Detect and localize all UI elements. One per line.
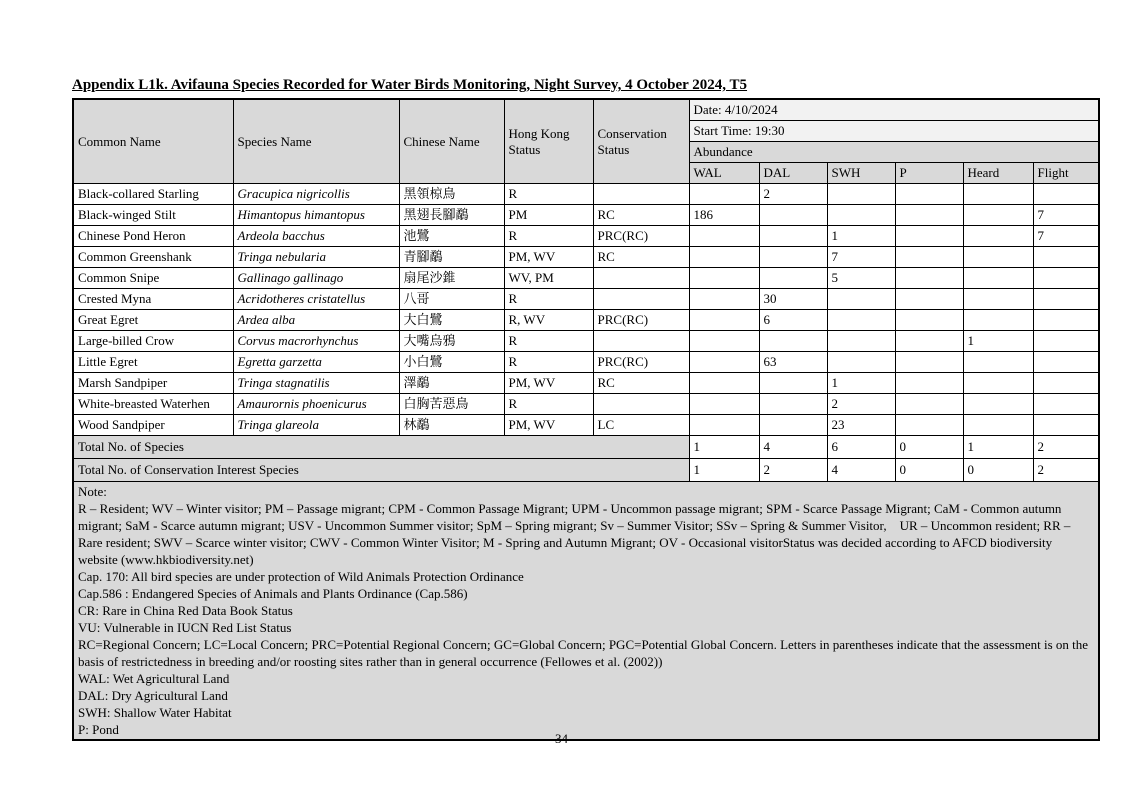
common-name-cell: Common Snipe <box>73 268 233 289</box>
conservation-status-cell: RC <box>593 205 689 226</box>
chinese-name-cell: 白胸苦惡鳥 <box>399 394 504 415</box>
abundance-cell-p <box>895 268 963 289</box>
chinese-name-cell: 大嘴烏鴉 <box>399 331 504 352</box>
abundance-cell-dal <box>759 205 827 226</box>
hk-status-cell: R <box>504 226 593 247</box>
conservation-status-cell: RC <box>593 373 689 394</box>
total-species-label: Total No. of Species <box>73 436 689 459</box>
abundance-cell-p <box>895 352 963 373</box>
abundance-cell-p <box>895 226 963 247</box>
note-line: WAL: Wet Agricultural Land <box>78 671 230 686</box>
abundance-cell-wal: 186 <box>689 205 759 226</box>
abundance-cell-swh <box>827 289 895 310</box>
note-line: SWH: Shallow Water Habitat <box>78 705 232 720</box>
abundance-cell-swh: 7 <box>827 247 895 268</box>
species-name-cell: Acridotheres cristatellus <box>233 289 399 310</box>
species-row <box>73 247 1099 268</box>
abundance-cell-flight <box>1033 331 1099 352</box>
species-name-cell: Amaurornis phoenicurus <box>233 394 399 415</box>
total-species-row <box>73 436 1099 459</box>
common-name-cell: Crested Myna <box>73 289 233 310</box>
abundance-cell-p <box>895 289 963 310</box>
note-line: DAL: Dry Agricultural Land <box>78 688 228 703</box>
species-row <box>73 373 1099 394</box>
species-name-cell: Ardeola bacchus <box>233 226 399 247</box>
abundance-cell-dal: 30 <box>759 289 827 310</box>
abundance-cell-heard <box>963 394 1033 415</box>
abundance-cell-heard <box>963 310 1033 331</box>
species-row <box>73 289 1099 310</box>
hk-status-cell: WV, PM <box>504 268 593 289</box>
conservation-status-cell <box>593 394 689 415</box>
chinese-name-cell: 黑翅長腳鷸 <box>399 205 504 226</box>
total-conservation-flight: 2 <box>1033 459 1099 482</box>
abundance-cell-heard <box>963 268 1033 289</box>
species-name-cell: Egretta garzetta <box>233 352 399 373</box>
abundance-cell-flight <box>1033 394 1099 415</box>
common-name-cell: Black-collared Starling <box>73 184 233 205</box>
page-number: 34 <box>555 731 568 746</box>
abundance-cell-wal <box>689 289 759 310</box>
chinese-name-cell: 扇尾沙錐 <box>399 268 504 289</box>
common-name-cell: Wood Sandpiper <box>73 415 233 436</box>
abundance-cell-heard <box>963 415 1033 436</box>
species-row <box>73 352 1099 373</box>
species-row <box>73 184 1099 205</box>
abundance-cell-flight <box>1033 415 1099 436</box>
abundance-cell-wal <box>689 310 759 331</box>
hk-status-cell: PM, WV <box>504 415 593 436</box>
abundance-cell-heard <box>963 184 1033 205</box>
common-name-cell: Black-winged Stilt <box>73 205 233 226</box>
abundance-cell-wal <box>689 394 759 415</box>
note-line: P: Pond <box>78 722 119 737</box>
total-species-p: 0 <box>895 436 963 459</box>
species-row <box>73 310 1099 331</box>
abundance-cell-wal <box>689 268 759 289</box>
abundance-cell-flight <box>1033 184 1099 205</box>
abundance-cell-heard <box>963 247 1033 268</box>
abundance-cell-heard <box>963 373 1033 394</box>
abundance-cell-swh <box>827 205 895 226</box>
abundance-cell-swh: 23 <box>827 415 895 436</box>
total-conservation-row <box>73 459 1099 482</box>
abundance-cell-wal <box>689 184 759 205</box>
species-row <box>73 226 1099 247</box>
abundance-cell-wal <box>689 352 759 373</box>
table-header-section <box>73 99 1099 184</box>
chinese-name-cell: 小白鷺 <box>399 352 504 373</box>
header-abundance: Abundance <box>689 142 1099 163</box>
conservation-status-cell <box>593 331 689 352</box>
abundance-cell-flight <box>1033 310 1099 331</box>
species-name-cell: Gallinago gallinago <box>233 268 399 289</box>
hk-status-cell: R, WV <box>504 310 593 331</box>
note-line: R – Resident; WV – Winter visitor; PM – Passage migrant; CPM - Common Passage Migrant; UPM - Uncommon passage migrant; SPM - Scarce Passage Migrant; CaM - Common autumn migrant; SaM - Scarce autumn migrant; USV - Uncommon Summer visitor; SpM – Spring migrant; Sv – Summer Visitor; SSv – Spring & Summer Visitor, UR – Uncommon resident; RR – Rare resident; SWV – Scarce winter visitor; CWV - Common Winter Visitor; M - Spring and Autumn Migrant; OV - Occasional visitorStatus was decided according to AFCD biodiversity website (www.hkbiodiversity.net) <box>78 501 1074 567</box>
note-line: CR: Rare in China Red Data Book Status <box>78 603 293 618</box>
chinese-name-cell: 林鷸 <box>399 415 504 436</box>
total-species-swh: 6 <box>827 436 895 459</box>
conservation-status-cell <box>593 184 689 205</box>
abundance-cell-p <box>895 205 963 226</box>
abundance-cell-swh: 5 <box>827 268 895 289</box>
column-header-chinese-name: Chinese Name <box>399 99 504 184</box>
species-row <box>73 331 1099 352</box>
total-conservation-wal: 1 <box>689 459 759 482</box>
abundance-cell-heard <box>963 205 1033 226</box>
abundance-cell-flight <box>1033 373 1099 394</box>
common-name-cell: Little Egret <box>73 352 233 373</box>
species-name-cell: Himantopus himantopus <box>233 205 399 226</box>
total-species-dal: 4 <box>759 436 827 459</box>
column-header-hk-status: Hong Kong Status <box>504 99 593 184</box>
abundance-cell-wal <box>689 331 759 352</box>
abundance-cell-dal: 63 <box>759 352 827 373</box>
abundance-cell-p <box>895 331 963 352</box>
abundance-cell-flight <box>1033 289 1099 310</box>
common-name-cell: Great Egret <box>73 310 233 331</box>
abundance-cell-dal <box>759 226 827 247</box>
abundance-cell-dal: 6 <box>759 310 827 331</box>
total-conservation-p: 0 <box>895 459 963 482</box>
common-name-cell: Marsh Sandpiper <box>73 373 233 394</box>
total-conservation-label: Total No. of Conservation Interest Species <box>73 459 689 482</box>
abundance-cell-p <box>895 415 963 436</box>
abundance-cell-p <box>895 373 963 394</box>
total-conservation-heard: 0 <box>963 459 1033 482</box>
abundance-cell-wal <box>689 226 759 247</box>
chinese-name-cell: 黑領椋鳥 <box>399 184 504 205</box>
common-name-cell: Large-billed Crow <box>73 331 233 352</box>
hk-status-cell: R <box>504 331 593 352</box>
note-line: Cap. 170: All bird species are under protection of Wild Animals Protection Ordinance <box>78 569 524 584</box>
abundance-cell-flight <box>1033 268 1099 289</box>
column-header-swh: SWH <box>827 163 895 184</box>
abundance-cell-swh <box>827 184 895 205</box>
species-name-cell: Tringa nebularia <box>233 247 399 268</box>
hk-status-cell: R <box>504 394 593 415</box>
abundance-cell-p <box>895 394 963 415</box>
column-header-common-name: Common Name <box>73 99 233 184</box>
common-name-cell: White-breasted Waterhen <box>73 394 233 415</box>
conservation-status-cell: LC <box>593 415 689 436</box>
species-row <box>73 205 1099 226</box>
common-name-cell: Common Greenshank <box>73 247 233 268</box>
species-row <box>73 268 1099 289</box>
conservation-status-cell <box>593 289 689 310</box>
chinese-name-cell: 澤鷸 <box>399 373 504 394</box>
species-row <box>73 415 1099 436</box>
avifauna-species-table <box>72 98 1100 741</box>
abundance-cell-swh: 1 <box>827 373 895 394</box>
abundance-cell-dal <box>759 373 827 394</box>
abundance-cell-dal <box>759 415 827 436</box>
abundance-cell-p <box>895 184 963 205</box>
abundance-cell-dal <box>759 331 827 352</box>
abundance-cell-wal <box>689 373 759 394</box>
hk-status-cell: R <box>504 352 593 373</box>
common-name-cell: Chinese Pond Heron <box>73 226 233 247</box>
abundance-cell-swh <box>827 310 895 331</box>
abundance-cell-flight <box>1033 352 1099 373</box>
chinese-name-cell: 青腳鷸 <box>399 247 504 268</box>
abundance-cell-p <box>895 247 963 268</box>
table-totals-section <box>73 436 1099 482</box>
abundance-cell-heard <box>963 352 1033 373</box>
species-row <box>73 394 1099 415</box>
hk-status-cell: PM <box>504 205 593 226</box>
species-name-cell: Corvus macrorhynchus <box>233 331 399 352</box>
column-header-p: P <box>895 163 963 184</box>
note-line: Note: <box>78 484 107 499</box>
column-header-wal: WAL <box>689 163 759 184</box>
total-species-wal: 1 <box>689 436 759 459</box>
conservation-status-cell: PRC(RC) <box>593 352 689 373</box>
note-block <box>73 482 1099 741</box>
abundance-cell-swh: 2 <box>827 394 895 415</box>
abundance-cell-heard: 1 <box>963 331 1033 352</box>
abundance-cell-swh <box>827 331 895 352</box>
table-body-section <box>73 184 1099 436</box>
species-name-cell: Gracupica nigricollis <box>233 184 399 205</box>
abundance-cell-dal: 2 <box>759 184 827 205</box>
note-line: Cap.586 : Endangered Species of Animals and Plants Ordinance (Cap.586) <box>78 586 468 601</box>
total-species-flight: 2 <box>1033 436 1099 459</box>
hk-status-cell: R <box>504 289 593 310</box>
chinese-name-cell: 池鷺 <box>399 226 504 247</box>
chinese-name-cell: 大白鷺 <box>399 310 504 331</box>
note-line: VU: Vulnerable in IUCN Red List Status <box>78 620 292 635</box>
conservation-status-cell: PRC(RC) <box>593 310 689 331</box>
abundance-cell-swh <box>827 352 895 373</box>
note-line: RC=Regional Concern; LC=Local Concern; PRC=Potential Regional Concern; GC=Global Concern; PGC=Potential Global Concern. Letters in parentheses indicate that the assessment is on the basis of restrictedness in breeding and/or roosting sites rather than in general occurrence (Fellowes et al. (2002)) <box>78 637 1092 669</box>
hk-status-cell: PM, WV <box>504 247 593 268</box>
hk-status-cell: R <box>504 184 593 205</box>
abundance-cell-heard <box>963 226 1033 247</box>
column-header-heard: Heard <box>963 163 1033 184</box>
abundance-cell-swh: 1 <box>827 226 895 247</box>
total-conservation-dal: 2 <box>759 459 827 482</box>
abundance-cell-heard <box>963 289 1033 310</box>
abundance-cell-wal <box>689 247 759 268</box>
header-start-time: Start Time: 19:30 <box>689 121 1099 142</box>
header-date: Date: 4/10/2024 <box>689 99 1099 121</box>
total-species-heard: 1 <box>963 436 1033 459</box>
abundance-cell-p <box>895 310 963 331</box>
abundance-cell-flight: 7 <box>1033 226 1099 247</box>
chinese-name-cell: 八哥 <box>399 289 504 310</box>
table-note-section <box>73 482 1099 741</box>
conservation-status-cell: PRC(RC) <box>593 226 689 247</box>
page-title: Appendix L1k. Avifauna Species Recorded for Water Birds Monitoring, Night Survey, 4 October 2024, T5 <box>72 77 748 93</box>
conservation-status-cell: RC <box>593 247 689 268</box>
abundance-cell-dal <box>759 268 827 289</box>
abundance-cell-wal <box>689 415 759 436</box>
abundance-cell-dal <box>759 394 827 415</box>
abundance-cell-flight: 7 <box>1033 205 1099 226</box>
species-name-cell: Tringa glareola <box>233 415 399 436</box>
abundance-cell-dal <box>759 247 827 268</box>
column-header-species-name: Species Name <box>233 99 399 184</box>
column-header-dal: DAL <box>759 163 827 184</box>
total-conservation-swh: 4 <box>827 459 895 482</box>
species-name-cell: Ardea alba <box>233 310 399 331</box>
column-header-flight: Flight <box>1033 163 1099 184</box>
hk-status-cell: PM, WV <box>504 373 593 394</box>
column-header-conservation-status: Conservation Status <box>593 99 689 184</box>
conservation-status-cell <box>593 268 689 289</box>
abundance-cell-flight <box>1033 247 1099 268</box>
note-row <box>73 482 1099 741</box>
species-name-cell: Tringa stagnatilis <box>233 373 399 394</box>
